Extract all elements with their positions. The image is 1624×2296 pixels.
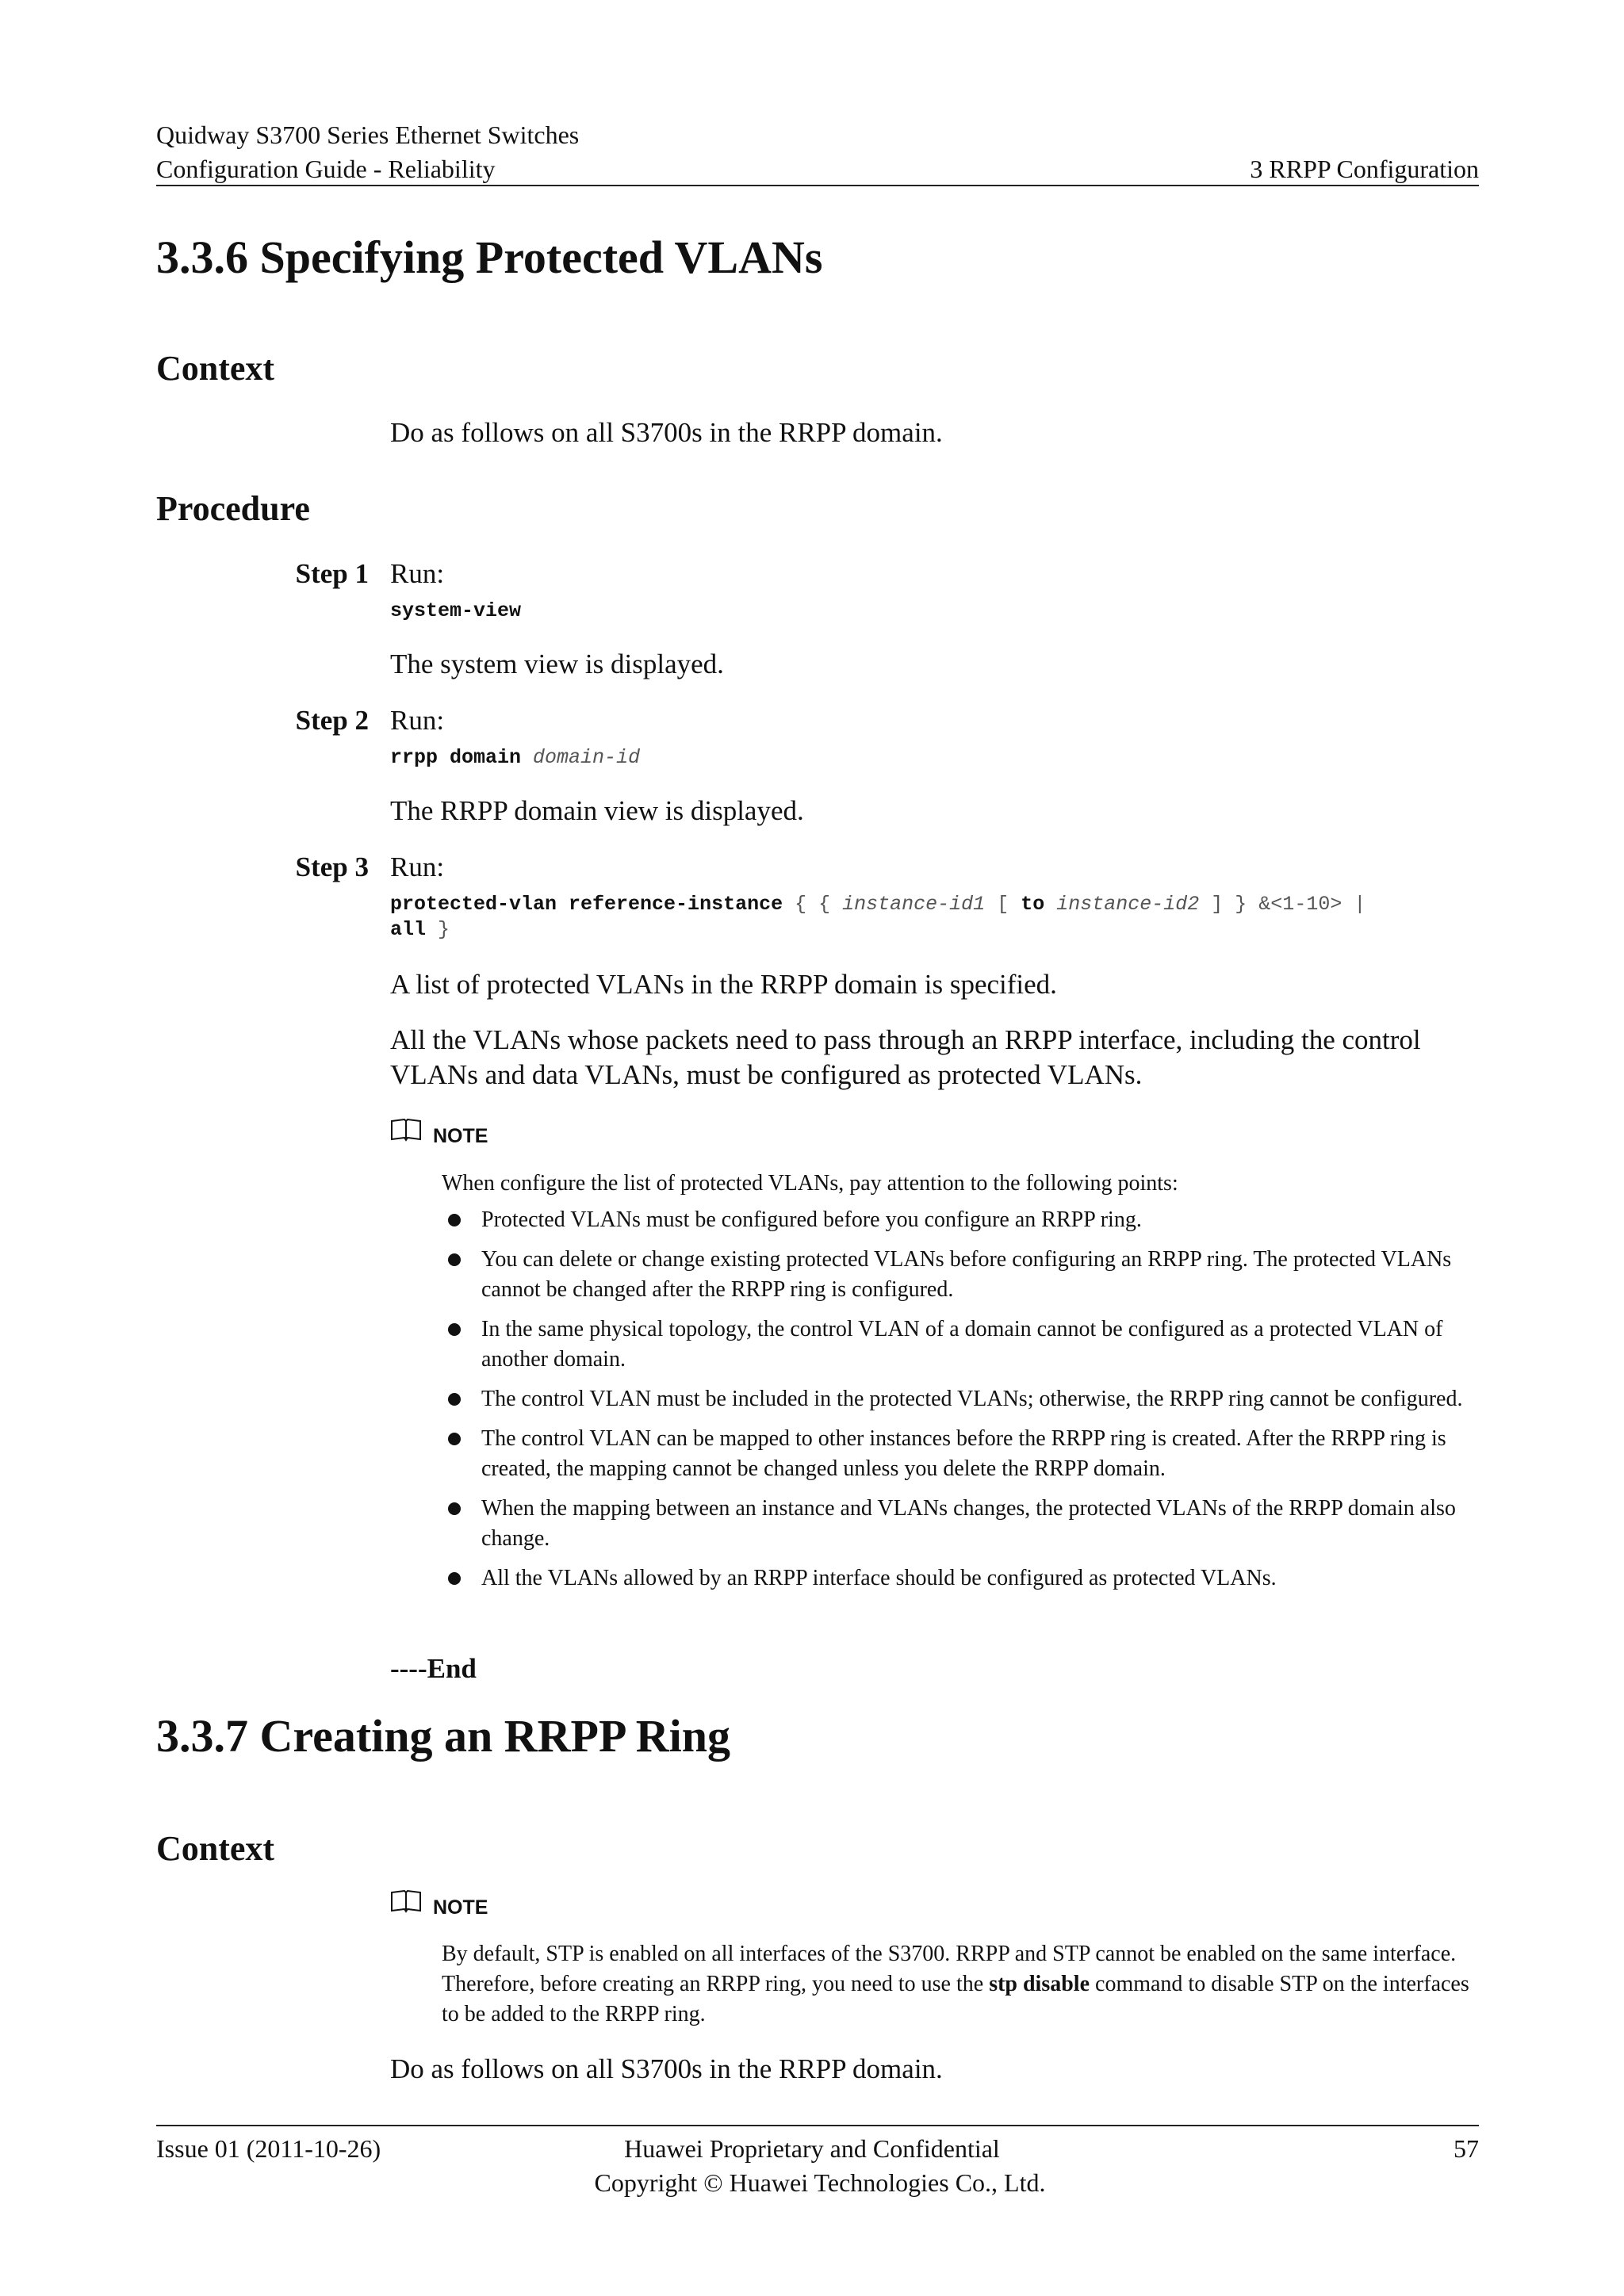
- step2-command-arg: domain-id: [533, 746, 641, 769]
- step1-label: Step 1: [295, 558, 369, 589]
- step3-command-brace: { {: [795, 893, 831, 916]
- step3-result: A list of protected VLANs in the RRPP domain is specified.: [390, 969, 1057, 1000]
- note-block-336: [390, 1118, 422, 1146]
- note-label-336: NOTE: [433, 1125, 488, 1147]
- procedure-end: ----End: [390, 1653, 477, 1684]
- bullet-text: All the VLANs allowed by an RRPP interface should be configured as protected VLANs.: [481, 1566, 1277, 1590]
- step3-command-keyword-to: to: [1021, 893, 1045, 916]
- step1-command-keyword: system-view: [390, 599, 522, 622]
- bullet-text: The control VLAN can be mapped to other instances before the RRPP ring is created. After the RRPP ring is created, the mapping cannot be changed unless you delete the RRPP domain.: [481, 1426, 1446, 1481]
- bullet-icon: [448, 1214, 461, 1226]
- list-item: [442, 1314, 1487, 1375]
- header-rule: [156, 185, 1479, 186]
- list-item: [442, 1563, 1487, 1594]
- step2-label: Step 2: [295, 705, 369, 736]
- bullet-text: The control VLAN must be included in the protected VLANs; otherwise, the RRPP ring cannot be configured.: [481, 1387, 1463, 1411]
- note-bullet-list: [442, 1205, 1487, 1603]
- note-text-part: command to disable STP on the interfaces to be added to the RRPP ring.: [442, 1972, 1469, 2026]
- section-title-337: 3.3.7 Creating an RRPP Ring: [156, 1710, 730, 1762]
- step1-result: The system view is displayed.: [390, 649, 724, 679]
- step3-command-repeat: ] } &<1-10> |: [1211, 893, 1366, 916]
- step3-command-bracket: [: [997, 893, 1009, 916]
- section-title-336: 3.3.6 Specifying Protected VLANs: [156, 232, 823, 283]
- book-icon: [390, 1118, 422, 1142]
- step2-run: Run:: [390, 705, 445, 736]
- list-item: [442, 1494, 1487, 1554]
- step1-command: [390, 599, 521, 624]
- step3-command-keyword: protected-vlan reference-instance: [390, 893, 783, 916]
- step1-run: Run:: [390, 558, 445, 589]
- step3-command-keyword-all: all: [390, 918, 427, 941]
- step2-command: [390, 745, 640, 771]
- context-text-336: Do as follows on all S3700s in the RRPP domain.: [390, 417, 943, 448]
- bullet-icon: [448, 1572, 461, 1585]
- note-block-337: [390, 1889, 422, 1917]
- bullet-icon: [448, 1323, 461, 1336]
- step3-label: Step 3: [295, 851, 369, 882]
- procedure-heading: Procedure: [156, 489, 310, 528]
- bullet-text: When the mapping between an instance and VLANs changes, the protected VLANs of the RRPP domain also change.: [481, 1496, 1456, 1551]
- context-heading-337: Context: [156, 1829, 275, 1868]
- list-item: [442, 1424, 1487, 1484]
- note-label-337: NOTE: [433, 1896, 488, 1919]
- context-text-337: Do as follows on all S3700s in the RRPP domain.: [390, 2053, 943, 2084]
- footer-copyright: Copyright © Huawei Technologies Co., Ltd.: [594, 2168, 1046, 2197]
- context-heading-336: Context: [156, 349, 275, 388]
- step3-command-brace-close: }: [438, 918, 450, 941]
- header-guide: Configuration Guide - Reliability: [156, 155, 496, 183]
- step3-command: [390, 892, 1484, 943]
- bullet-icon: [448, 1393, 461, 1406]
- header-chapter: 3 RRPP Configuration: [1250, 155, 1479, 183]
- list-item: [442, 1245, 1487, 1305]
- bullet-text: In the same physical topology, the control VLAN of a domain cannot be configured as a protected VLAN of another domain.: [481, 1317, 1443, 1372]
- step3-command-arg: instance-id1: [842, 893, 986, 916]
- bullet-icon: [448, 1253, 461, 1266]
- header-product: Quidway S3700 Series Ethernet Switches: [156, 121, 580, 149]
- footer-page-number: 57: [1454, 2134, 1479, 2163]
- bullet-icon: [448, 1502, 461, 1515]
- note-text-337: [442, 1939, 1487, 2030]
- note-text-part: By default, STP is enabled on all interfaces of the S3700. RRPP and STP cannot be enabled on the same interface. Therefore, before creating an RRPP ring, you need to use the: [442, 1942, 1457, 1996]
- bullet-icon: [448, 1433, 461, 1445]
- step3-run: Run:: [390, 851, 445, 882]
- bullet-text: You can delete or change existing protected VLANs before configuring an RRPP ring. The protected VLANs cannot be changed after the RRPP ring is configured.: [481, 1247, 1452, 1302]
- bullet-text: Protected VLANs must be configured before you configure an RRPP ring.: [481, 1207, 1142, 1232]
- step2-command-keyword: rrpp domain: [390, 746, 522, 769]
- footer-rule: [156, 2125, 1479, 2126]
- footer-issue: Issue 01 (2011-10-26): [156, 2134, 381, 2163]
- note-command-stp-disable: stp disable: [989, 1972, 1090, 1996]
- step2-result: The RRPP domain view is displayed.: [390, 795, 804, 826]
- note-intro-336: When configure the list of protected VLANs, pay attention to the following points:: [442, 1171, 1178, 1196]
- footer-confidential: Huawei Proprietary and Confidential: [624, 2134, 1000, 2163]
- step3-extra: All the VLANs whose packets need to pass through an RRPP interface, including the control VLANs and data VLANs, must be configured as protected VLANs.: [390, 1024, 1421, 1090]
- list-item: [442, 1205, 1487, 1235]
- book-icon: [390, 1889, 422, 1913]
- step3-command-arg2: instance-id2: [1056, 893, 1200, 916]
- list-item: [442, 1384, 1487, 1414]
